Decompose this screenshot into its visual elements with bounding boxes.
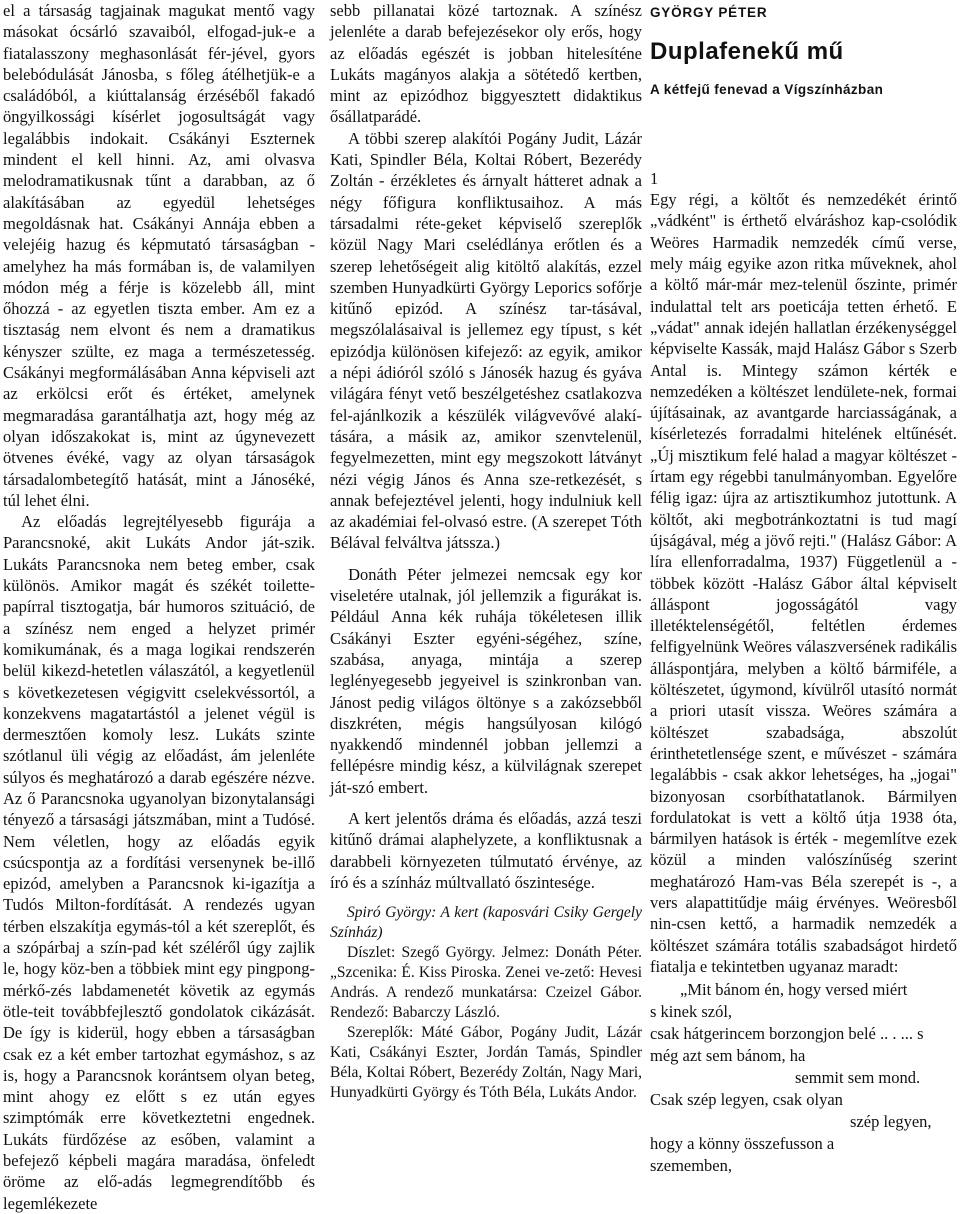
paragraph: Egy régi, a költőt és nemzedékét érintő „vádként" is érthető elváráshoz kap-csolódik Weöres Harmadik nemzedék című verse, mely máig egyike azon ritka műveknek, ahol a költő már-már mez-telenül őszinte, primér indulattal telt ars poeticája tetten érhető. E „vádat" annak idején hallatlan érzékenységgel képviselte Kassák, majd Halász Gábor s Szerb Antal is. Mintegy számon kérték e nemzedéken a költészet lendülete-nek, formai újításainak, az avantgarde harciasságának, a kísérletezés forradalmi hitelének eltűnését. „Új misztikum felé halad a magyar költészet - írtam egy régebbi tanulmányomban. Egyelőre félig igaz: újra az artisztikumhoz jutottunk. A költőt, aki megbotránkoztatni is tud magí újságával, még a jövő rejti." (Halász Gábor: A líra ellenforradalma, 1937) Függetlenül a - többek között -Halász Gábor által képviselt álláspont jogosságától vagy illetéktelenségétől, feltétlen érdemes felfigyelnünk Weöres válaszversének radikális álláspontjára, melyben a költő bármiféle, a költészetet, úgymond, kívülről utasító normát a priori utasít vissza. Weöres számára a költészet szabadsága, abszolút érinthetetlensége szent, e művészet - számára legalábbis - csak akkor lehetséges, ha „jogai" bizonyosan csorbíthatatlanok. Bármilyen fordulatokat is vett a költő útja 1938 óta, bármilyen hatások is érték - megemlítve ezek közül a minden valószínűség szerint meghatározó Ham-vas Béla szerepét is -, a vers alapattitűdje máig érvényes. Weöresből nin-csen kettő, a harmadik nemzedék a költészet számára totális szabadságot hirdető fiatalja e tekintetben ugyanaz maradt: <box>650 190 957 976</box>
poem-line: szép legyen, <box>850 1112 932 1132</box>
paragraph: A kert jelentős dráma és előadás, azzá teszi kitűnő drámai alaphelyzete, a konfliktusnak a darabbeli környezeten túlmutató érvénye, az író és a színház múltvallató őszintesége. <box>330 808 642 892</box>
article-author: GYÖRGY PÉTER <box>650 5 768 20</box>
poem-line: csak hátgerincem borzongjon belé .. . ... s <box>650 1024 924 1044</box>
paragraph: sebb pillanatai közé tartoznak. A színész jelenléte a darab befejezésekor oly erős, hogy az előadás egészét is jobban hitelesíténe Lukáts magányos alakja a sötétedő kertben, mint az epizódhoz biggyesztett didaktikus ősállatparádé. <box>330 1 642 127</box>
play-credit: Spiró György: A kert (kaposvári Csiky Gergely Színház) <box>330 904 642 942</box>
poem-line: semmit sem mond. <box>795 1068 921 1088</box>
column-2 <box>330 0 642 1103</box>
section-number: 1 <box>650 168 659 188</box>
paragraph: el a társaság tagjainak magukat mentő vagy másokat ócsárló szavaiból, elfogad-juk-e a fiatalasszony meghasonlását fér-jével, gyors belebódulását Jánosba, s főleg átélhetjük-e a családóból, a kiúttalanság érzéséből fakadó öngyilkossági kísérlet jogosultságát vagy legalábbis indokait. Csákányi Eszternek mindent el kell hinni. Az, ami olvasva melodramatikusnak tűnt a darabban, az ő alakításában az egyedül lehetséges megoldásnak hat. Csákányi Annája ebben a velejéig hazug és képmutató társaságban - amelyhez ha más formában is, de valamilyen módon még a férje is közelebb áll, mint őhozzá - az egyetlen tiszta ember. Am ez a tisztaság nem elvont és nem a dramatikus kényszer szülte, ez maga a természetesség. Csákányi megformálásában Anna képviseli azt az erkölcsi erőt és értéket, amelynek megmaradása garantálhatja azt, hogy még az olyan időszakokat is, mint az úgynevezett ötvenes évéké, vagy az olyan társaságok társadalombetegítő hatását, mint a Jánoséké, túl lehet élni. <box>3 1 315 510</box>
article-title: Duplafenekű mű <box>650 38 844 66</box>
poem-line: „Mit bánom én, hogy versed miért <box>680 980 908 1000</box>
cast-credits: Szereplők: Máté Gábor, Pogány Judit, Lázár Kati, Csákányi Eszter, Jordán Tamás, Spindler Béla, Koltai Róbert, Bezerédy Zoltán, Nagy Mari, Hunyadkürti György és Tóth Béla, Lukáts Andor. <box>330 1024 642 1102</box>
article-subtitle: A kétfejű fenevad a Vígszínházban <box>650 81 884 97</box>
poem-line: még azt sem bánom, ha <box>650 1046 806 1066</box>
poem-quote <box>650 979 957 1177</box>
poem-line: Csak szép legyen, csak olyan <box>650 1090 843 1110</box>
poem-line: szememben, <box>650 1156 733 1176</box>
crew-credits: Díszlet: Szegő György. Jelmez: Donáth Péter. „Szcenika: É. Kiss Piroska. Zenei ve-zető: Hevesi András. A rendező munkatársa: Czeizel Gábor. Rendező: Babarczy László. <box>330 944 642 1022</box>
poem-line: hogy a könny összefusson a <box>650 1134 835 1154</box>
column-3 <box>650 0 957 1177</box>
paragraph: A többi szerep alakítói Pogány Judit, Lázár Kati, Spindler Béla, Koltai Róbert, Bezerédy Zoltán - érzékletes és árnyalt hátteret adnak a négy főfigura konfliktusaihoz. A más társadalmi réte-geket képviselő szereplők közül Nagy Mari cselédlánya erőtlen és a szerep lehetőségeit alig kitöltő alakítás, ezzel szemben Hunyadkürti György Leporics sofőrje kitűnő epizód. A színész tar-tásával, megszólalásaival is jellemez egy típust, s két epizódja különösen kifejező: az egyik, amikor a népi ádióról szóló s Jánosék hazug és gyáva világára fényt vető beszélgetéshez csatlakozva fel-ajánlkozik a készülék világvevővé alakí-tására, a másik az, amikor szenvtelenül, fegyelmezetten, mint egy megszokott látványt nézi végig János és Anna sze-retkezését, s annak befejeztével jelenti, hogy indulniuk kell az akadémiai fel-olvasó estre. (A szerepet Tóth Bélával felváltva játssza.) <box>330 128 642 553</box>
paragraph: Az előadás legrejtélyesebb figurája a Parancsnoké, akit Lukáts Andor ját-szik. Lukáts Parancsnoka nem beteg ember, csak különös. Amikor magát és székét toilette-papírral tisztogatja, bár humoros szituáció, de a színész nem enged a helyzet primér komikumának, és a maga logikai rendszerén belül kikezd-hetetlen válaszától, a kegyetlenül s következetesen végigvitt cselekvéssortól, a konzekvens magatartástól a jelenet végül is dermesztően komoly lesz. Lukáts szinte szótlanul üli végig az előadást, ám jelenléte súlyos és meghatározó a darab egészére nézve. Az ő Parancsnoka ugyanolyan bizonytalansági tényező a társasági játszmában, mint a Tudósé. Nem véletlen, hogy az előadás egyik csúcspontja az a fordítási versenynek be-illő epizód, amelyben a Parancsnok ki-igazítja a Tudós Milton-fordítását. A rendezés ugyan térben elszakítja egymás-tól a két szereplőt, és a szópárbaj a szín-pad két széléről úgy zajlik le, hogy köz-ben a többiek mint egy pingpong-mérkő-zés labdamenetét követik az egymás ötle-teit továbbfejlesztő gondolatok cikázását. De így is kiderül, hogy ebben a társaságban csak ez a két ember tartozhat egymáshoz, s az is, hogy a Parancsnok korántsem olyan beteg, mint ahogy ez előtt s ez után egyes szimptómák erre következtetni engednek. Lukáts fürdőzése az esőben, valamint a befejező képbeli magára maradása, önfeledt öröme az elő-adás legmegrendítőbb és legemlékezete <box>3 512 315 1213</box>
poem-line: s kinek szól, <box>650 1002 733 1022</box>
paragraph: Donáth Péter jelmezei nemcsak egy kor viseletére utalnak, jól jellemzik a figurákat is. Például Anna kék ruhája tökéletesen illik Csákányi Eszter egyéni-ségéhez, színe, szabása, anyaga, mintája a szerep leglényegesebb jegyeivel is szinkronban van. Jánost pedig világos öltönye s a zakózsebből diszkréten, mégis hangsúlyosan kilógó nyakkendő mindennél jobban jellemzi a fellépésre mindig kész, a külvilágnak szerepet ját-szó embert. <box>330 564 642 797</box>
column-1 <box>3 0 315 1214</box>
